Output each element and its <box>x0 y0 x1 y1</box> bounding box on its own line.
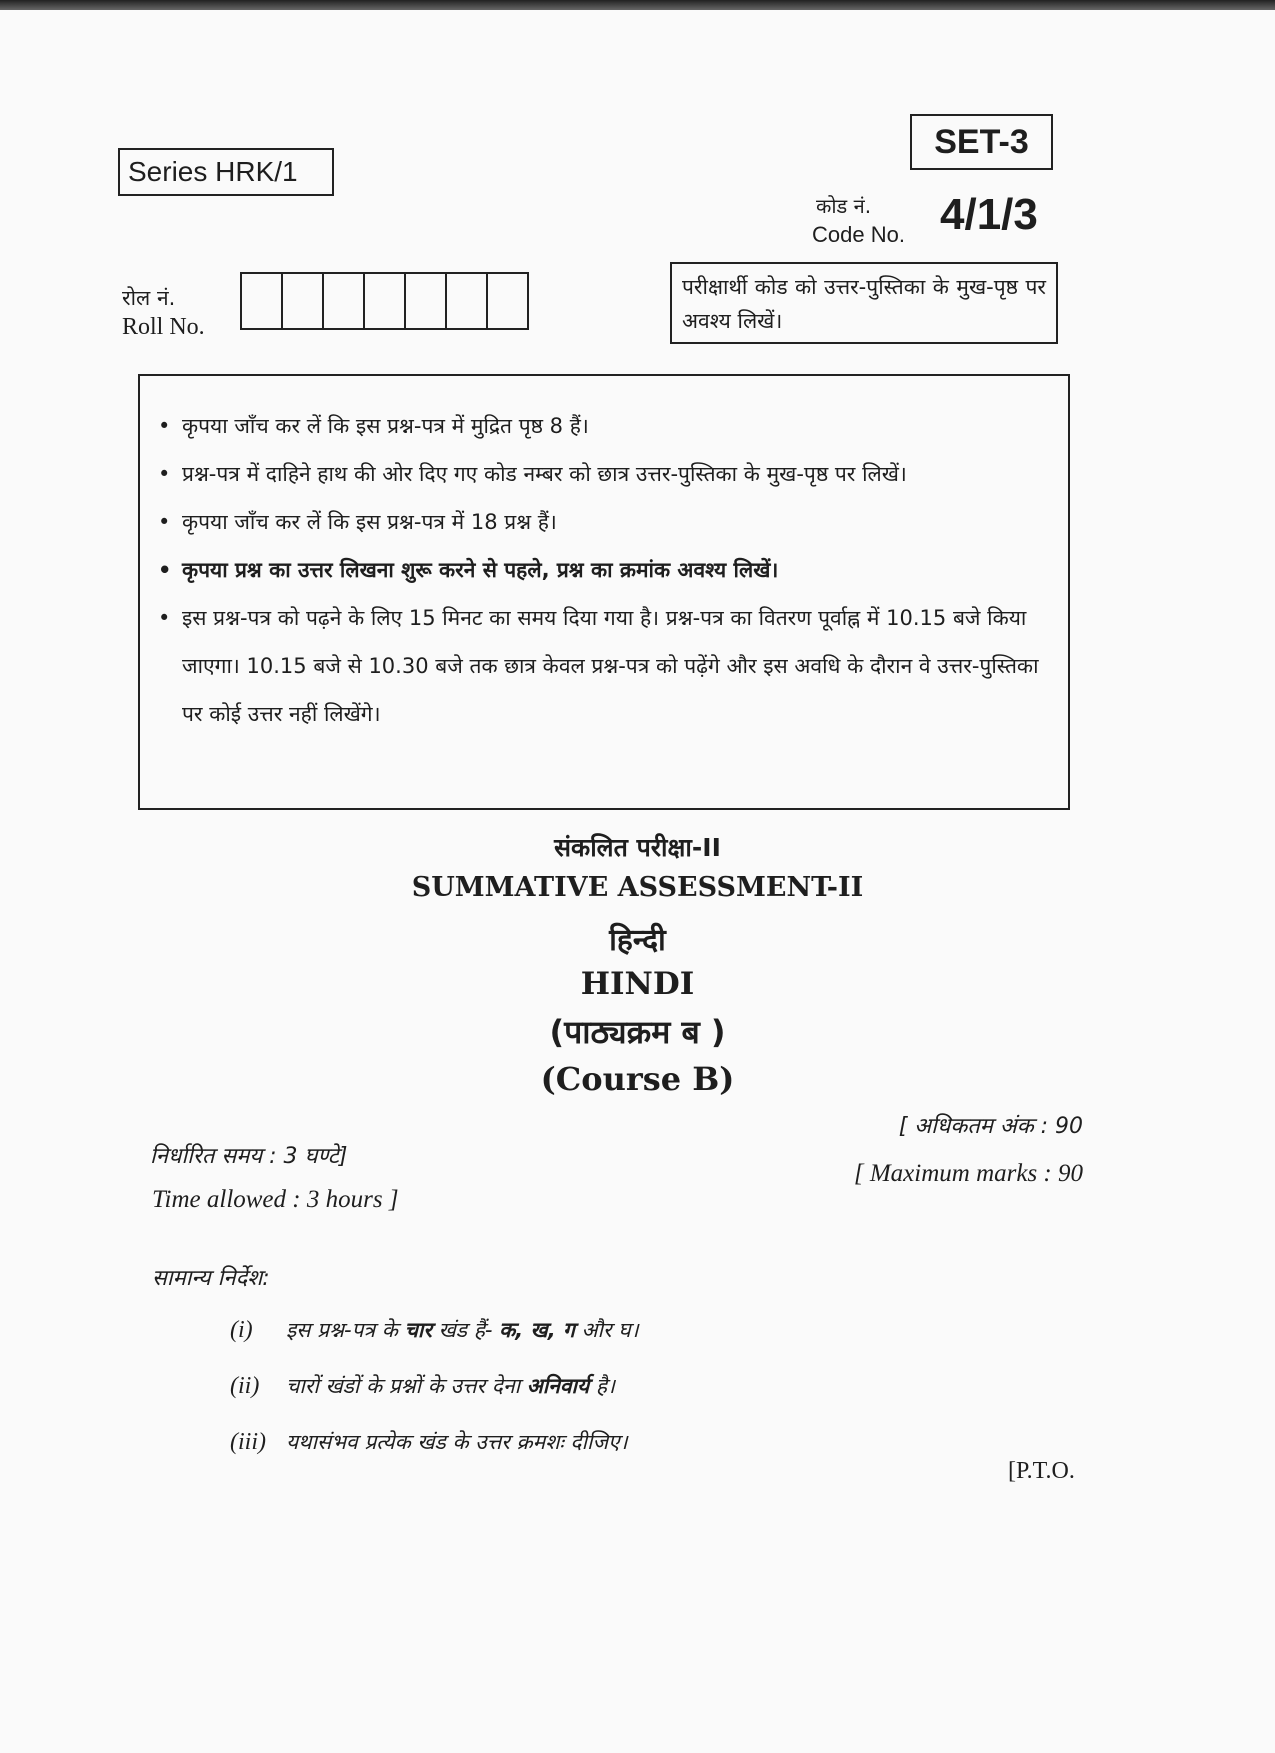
roll-digit-box[interactable] <box>447 274 488 328</box>
code-instruction-note: परीक्षार्थी कोड को उत्तर-पुस्तिका के मुख-पृष्ठ पर अवश्य लिखें। <box>670 262 1058 344</box>
course-english: (Course B) <box>540 1060 735 1098</box>
bullet-icon: • <box>158 510 171 534</box>
bullet-icon: • <box>158 414 171 438</box>
roll-label-english: Roll No. <box>122 314 205 340</box>
instruction-text: कृपया जाँच कर लें कि इस प्रश्न-पत्र में मुद्रित पृष्ठ 8 हैं। <box>182 414 589 438</box>
max-marks-english: [ Maximum marks : 90 <box>853 1160 1083 1187</box>
roll-digit-box[interactable] <box>406 274 447 328</box>
code-label-hindi: कोड नं. <box>816 194 872 218</box>
time-allowed-english: Time allowed : 3 hours ] <box>152 1186 399 1213</box>
instruction-item <box>158 450 1048 498</box>
item-number: (iii) <box>230 1429 266 1455</box>
instructions-box <box>138 374 1070 810</box>
roll-digit-box[interactable] <box>242 274 283 328</box>
series-label: Series HRK/1 <box>118 148 334 196</box>
scan-top-edge <box>0 0 1275 10</box>
roll-digit-box[interactable] <box>365 274 406 328</box>
course-hindi: (पाठ्यक्रम ब ) <box>549 1013 726 1051</box>
item-text: यथासंभव प्रत्येक खंड के उत्तर क्रमशः दीजिए। <box>286 1430 628 1454</box>
instruction-item <box>158 546 1048 594</box>
item-number: (i) <box>230 1317 253 1343</box>
instruction-text: प्रश्न-पत्र में दाहिने हाथ की ओर दिए गए कोड नम्बर को छात्र उत्तर-पुस्तिका के मुख-पृष्ठ पर लिखें। <box>182 462 907 486</box>
instruction-item <box>158 402 1048 450</box>
general-instruction-item <box>230 1366 639 1422</box>
item-text: चारों खंडों के प्रश्नों के उत्तर देना अनिवार्य है। <box>286 1374 615 1398</box>
general-instructions-title: सामान्य निर्देश: <box>152 1266 270 1291</box>
subject-hindi: हिन्दी <box>609 923 666 958</box>
set-label: SET-3 <box>910 114 1053 170</box>
instruction-text: कृपया जाँच कर लें कि इस प्रश्न-पत्र में 18 प्रश्न हैं। <box>182 510 557 534</box>
bullet-icon: • <box>158 606 171 630</box>
roll-digit-box[interactable] <box>488 274 529 328</box>
instruction-text: कृपया प्रश्न का उत्तर लिखना शुरू करने से पहले, प्रश्न का क्रमांक अवश्य लिखें। <box>182 558 779 582</box>
roll-digit-box[interactable] <box>283 274 324 328</box>
bullet-icon: • <box>158 558 172 582</box>
exam-title-english: SUMMATIVE ASSESSMENT-II <box>411 872 864 903</box>
instruction-item <box>158 594 1048 738</box>
code-label-english: Code No. <box>812 222 905 247</box>
exam-title-hindi: संकलित परीक्षा-II <box>554 833 721 862</box>
code-number: 4/1/3 <box>940 190 1038 239</box>
general-instruction-item <box>230 1310 639 1366</box>
instruction-item <box>158 498 1048 546</box>
subject-english: HINDI <box>580 966 695 1002</box>
roll-number-boxes[interactable] <box>240 272 529 330</box>
item-number: (ii) <box>230 1373 260 1399</box>
item-text: इस प्रश्न-पत्र के चार खंड हैं- क, ख, ग और घ। <box>286 1318 639 1342</box>
roll-label-hindi: रोल नं. <box>122 286 176 310</box>
general-instructions-list <box>230 1310 639 1478</box>
please-turn-over: [P.T.O. <box>1008 1458 1075 1484</box>
general-instruction-item <box>230 1422 639 1478</box>
roll-digit-box[interactable] <box>324 274 365 328</box>
max-marks-hindi: [ अधिकतम अंक : 90 <box>898 1114 1083 1139</box>
bullet-icon: • <box>158 462 171 486</box>
time-allowed-hindi: निर्धारित समय : 3 घण्टे] <box>150 1144 348 1169</box>
instruction-text: इस प्रश्न-पत्र को पढ़ने के लिए 15 मिनट का समय दिया गया है। प्रश्न-पत्र का वितरण पूर्वाह्न में 10.15 बजे किया जाएगा। 10.15 बजे से 10.30 बजे तक छात्र केवल प्रश्न-पत्र को पढ़ेंगे और इस अवधि के दौरान वे उत्तर-पुस्तिका पर कोई उत्तर नहीं लिखेंगे। <box>182 606 1039 726</box>
